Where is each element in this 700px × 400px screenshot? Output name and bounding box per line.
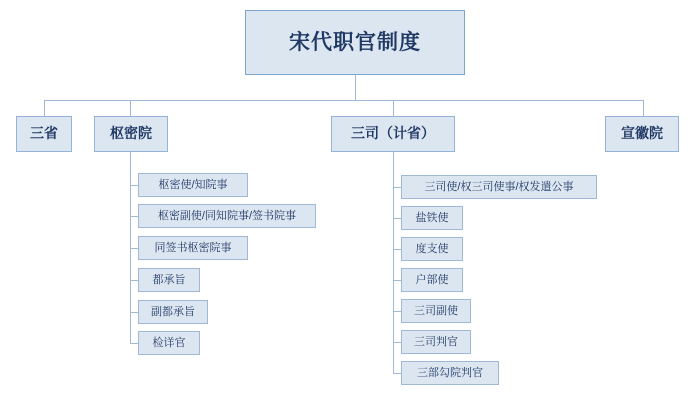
branch-node-sansheng[interactable]: 三省 [16,116,72,152]
connector-shumiyuan-child-2 [130,216,138,217]
leaf-sansi-2[interactable]: 盐铁使 [401,206,463,230]
connector-sansi-child-4 [393,280,401,281]
connector-sansi-child-6 [393,342,401,343]
root-node[interactable]: 宋代职官制度 [245,10,465,75]
leaf-sansi-7[interactable]: 三部勾院判官 [401,361,499,385]
connector-sansi-child-3 [393,249,401,250]
connector-bus-to-shumiyuan [130,100,131,116]
leaf-shumiyuan-4[interactable]: 都承旨 [138,268,200,292]
connector-shumiyuan-child-5 [130,312,138,313]
branch-node-shumiyuan[interactable]: 枢密院 [94,116,168,152]
connector-shumiyuan-child-6 [130,343,138,344]
connector-sansi-child-1 [393,187,401,188]
leaf-sansi-1[interactable]: 三司使/权三司使事/权发遣公事 [401,175,597,199]
leaf-shumiyuan-6[interactable]: 检详官 [138,331,200,355]
connector-sansi-child-5 [393,311,401,312]
connector-main-bus [44,100,644,101]
branch-node-sansi[interactable]: 三司（计省） [331,116,455,152]
connector-shumiyuan-child-3 [130,248,138,249]
connector-root-down [355,75,356,100]
connector-bus-to-sansi [393,100,394,116]
connector-bus-to-sansheng [44,100,45,116]
leaf-sansi-5[interactable]: 三司副使 [401,299,471,323]
connector-sansi-spine [393,152,394,374]
leaf-shumiyuan-5[interactable]: 副都承旨 [138,300,208,324]
branch-node-xuanhuiyuan[interactable]: 宣徽院 [605,116,679,152]
connector-sansi-child-2 [393,218,401,219]
leaf-sansi-3[interactable]: 度支使 [401,237,463,261]
leaf-shumiyuan-3[interactable]: 同签书枢密院事 [138,236,248,260]
leaf-shumiyuan-1[interactable]: 枢密使/知院事 [138,173,248,197]
leaf-shumiyuan-2[interactable]: 枢密副使/同知院事/签书院事 [138,204,316,228]
connector-bus-to-xuanhuiyuan [643,100,644,116]
connector-shumiyuan-child-1 [130,185,138,186]
leaf-sansi-6[interactable]: 三司判官 [401,330,471,354]
connector-sansi-child-7 [393,373,401,374]
connector-shumiyuan-child-4 [130,280,138,281]
leaf-sansi-4[interactable]: 户部使 [401,268,463,292]
